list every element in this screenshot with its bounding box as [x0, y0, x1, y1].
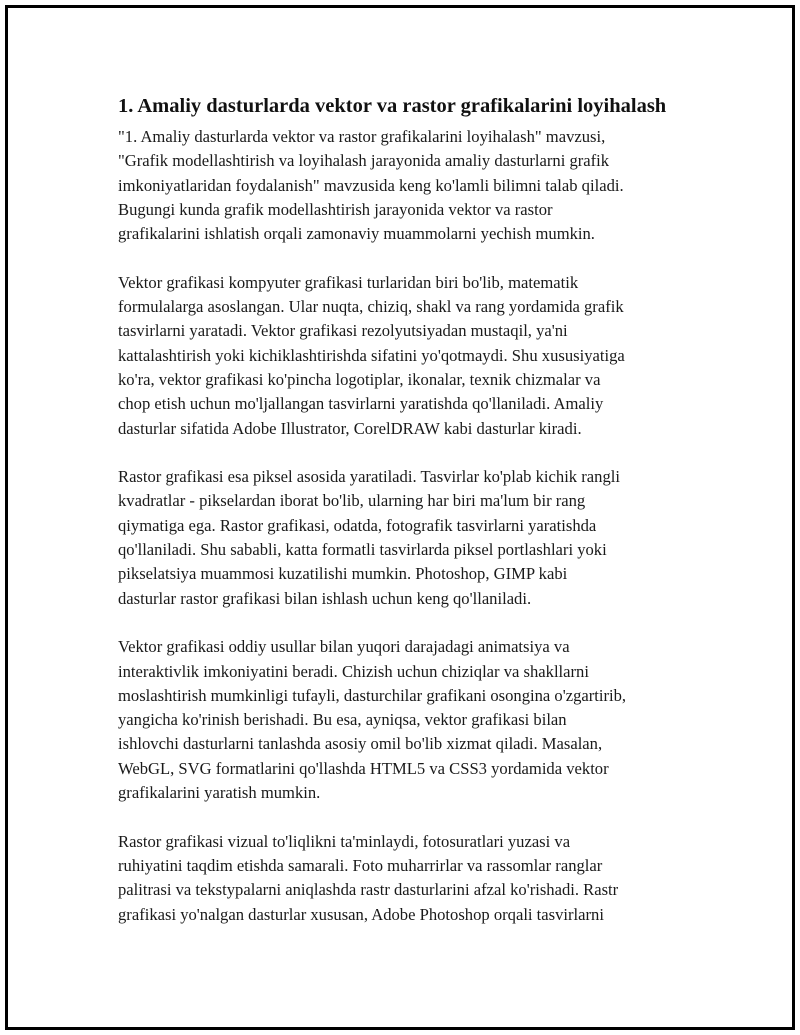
paragraph-line: grafikalarini yaratish mumkin.	[118, 783, 321, 803]
paragraph-line: kvadratlar - pikselardan iborat bo'lib, ularning har biri ma'lum bir rang	[118, 491, 586, 511]
paragraph-line: dasturlar sifatida Adobe Illustrator, CorelDRAW kabi dasturlar kiradi.	[118, 418, 582, 438]
paragraph-raster-visual	[118, 830, 698, 927]
paragraph-line: qo'llaniladi. Shu sababli, katta formatli tasvirlarda piksel portlashlari yoki	[118, 540, 607, 560]
paragraph-line: ishlovchi dasturlarni tanlashda asosiy omil bo'lib xizmat qiladi. Masalan,	[118, 734, 603, 754]
paragraph-line: yangicha ko'rinish berishadi. Bu esa, ayniqsa, vektor grafikasi bilan	[118, 710, 567, 730]
paragraph-line: chop etish uchun mo'ljallangan tasvirlarni yaratishda qo'llaniladi. Amaliy	[118, 394, 604, 414]
paragraph-vector-animation	[118, 635, 698, 805]
paragraph-line: moslashtirish mumkinligi tufayli, dasturchilar grafikani osongina o'zgartirib,	[118, 685, 627, 705]
paragraph-line: formulalarga asoslangan. Ular nuqta, chiziq, shakl va rang yordamida grafik	[118, 297, 624, 317]
paragraph-raster	[118, 465, 698, 611]
document-body	[118, 93, 698, 951]
paragraph-line: ko'ra, vektor grafikasi ko'pincha logotiplar, ikonalar, texnik chizmalar va	[118, 369, 601, 389]
paragraph-line: imkoniyatlaridan foydalanish" mavzusida keng ko'lamli bilimni talab qiladi.	[118, 175, 624, 195]
paragraph-line: grafikasi yo'nalgan dasturlar xususan, Adobe Photoshop orqali tasvirlarni	[118, 904, 604, 924]
paragraph-vector	[118, 271, 698, 441]
paragraph-line: dasturlar rastor grafikasi bilan ishlash uchun keng qo'llaniladi.	[118, 588, 532, 608]
paragraph-line: qiymatiga ega. Rastor grafikasi, odatda, fotografik tasvirlarni yaratishda	[118, 515, 597, 535]
paragraph-line: grafikalarini ishlatish orqali zamonaviy muammolarni yechish mumkin.	[118, 224, 595, 244]
paragraph-line: interaktivlik imkoniyatini beradi. Chizish uchun chiziqlar va shakllarni	[118, 661, 589, 681]
paragraph-line: kattalashtirish yoki kichiklashtirishda sifatini yo'qotmaydi. Shu xususiyatiga	[118, 345, 625, 365]
paragraph-line: "1. Amaliy dasturlarda vektor va rastor grafikalarini loyihalash" mavzusi,	[118, 127, 606, 146]
paragraph-intro	[118, 125, 698, 246]
paragraph-line: tasvirlarni yaratadi. Vektor grafikasi rezolyutsiyadan mustaqil, ya'ni	[118, 321, 568, 341]
paragraph-line: Rastor grafikasi vizual to'liqlikni ta'minlaydi, fotosuratlari yuzasi va	[118, 831, 571, 851]
paragraph-line: ruhiyatini taqdim etishda samarali. Foto muharrirlar va rassomlar ranglar	[118, 855, 603, 875]
paragraph-line: Vektor grafikasi oddiy usullar bilan yuqori darajadagi animatsiya va	[118, 637, 570, 657]
document-title: 1. Amaliy dasturlarda vektor va rastor grafikalarini loyihalash	[118, 95, 667, 117]
paragraph-line: Bugungi kunda grafik modellashtirish jarayonida vektor va rastor	[118, 199, 553, 219]
paragraph-line: Vektor grafikasi kompyuter grafikasi turlaridan biri bo'lib, matematik	[118, 272, 579, 292]
paragraph-line: Rastor grafikasi esa piksel asosida yaratiladi. Tasvirlar ko'plab kichik rangli	[118, 467, 620, 487]
paragraph-line: palitrasi va tekstypalarni aniqlashda rastr dasturlarini afzal ko'rishadi. Rastr	[118, 880, 619, 900]
paragraph-line: "Grafik modellashtirish va loyihalash jarayonida amaliy dasturlarni grafik	[118, 151, 610, 171]
paragraph-line: pikselatsiya muammosi kuzatilishi mumkin. Photoshop, GIMP kabi	[118, 564, 568, 584]
paragraph-line: WebGL, SVG formatlarini qo'llashda HTML5 va CSS3 yordamida vektor	[118, 758, 609, 778]
